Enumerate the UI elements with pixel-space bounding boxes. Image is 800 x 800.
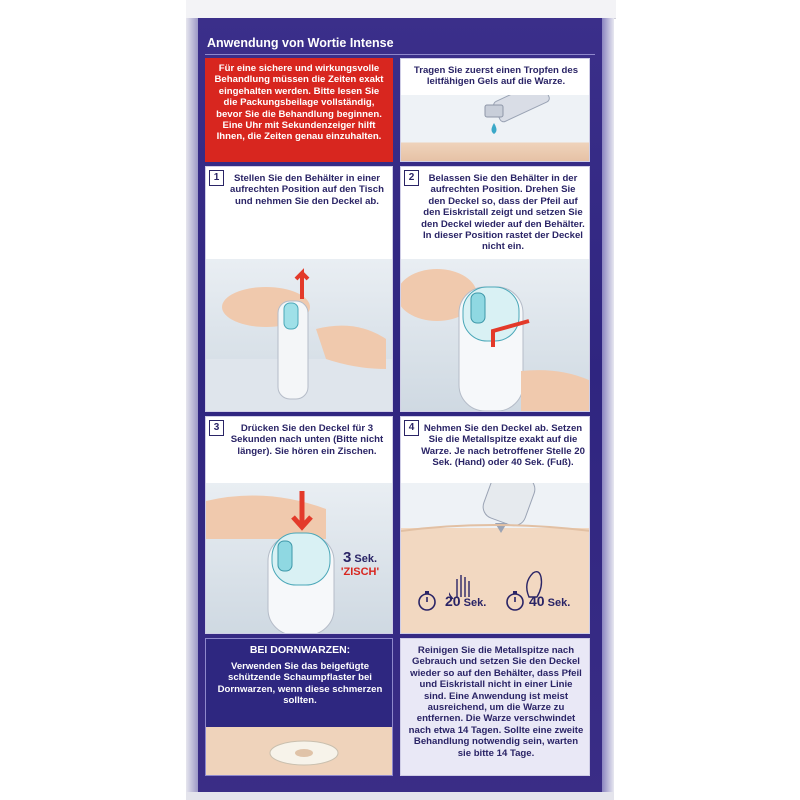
step-3-time: 3 (342, 549, 352, 566)
step-3-sound: 'ZISCH' (340, 566, 380, 578)
warning-panel (205, 58, 393, 162)
hand-time: 20 (445, 593, 461, 609)
box-top-flap (186, 0, 616, 19)
hand-time-unit: Sek. (463, 597, 487, 609)
step-4-number: 4 (404, 420, 419, 436)
cleaning-text: Reinigen Sie die Metallspitze nach Gebrauch und setzen Sie den Deckel wieder so auf den Behälter, dass Pfeil und Eiskristall nicht in einer Linie sind. Eine Anwendung ist meist ausreichend, um die Warze zu entfernen. Die Warze verschwindet nach etwa 14 Tagen. Sollte eine zweite Behandlung notwendig sein, warten sie bitte 14 Tage. (408, 645, 584, 759)
gel-drop-icon (401, 95, 590, 162)
page-title: Anwendung von Wortie Intense (207, 36, 394, 50)
dornwarzen-panel (205, 638, 393, 776)
step-3-unit: Sek. (354, 553, 378, 565)
cleaning-panel (400, 638, 590, 776)
warning-text: Für eine sichere und wirkungsvolle Behandlung müssen die Zeiten exakt eingehalten werden. Bitte lesen Sie die Packungsbeilage vollständig, bevor Sie die Behandlung beginnen. Eine Uhr mit Sekundenzeiger hilft Ihnen, die Zeiten genau einzuhalten. (214, 63, 384, 143)
gel-illustration (401, 95, 589, 161)
step-1-panel (205, 166, 393, 412)
step-2-panel (400, 166, 590, 412)
step-3-time-badge (332, 549, 388, 578)
step-2-number: 2 (404, 170, 419, 186)
cap-rotate-icon (401, 259, 590, 412)
foam-plaster-icon (206, 727, 393, 775)
foot-time: 40 (529, 593, 545, 609)
foot-time-label (529, 593, 570, 609)
stopwatch-icon (415, 589, 445, 613)
box-left-edge (186, 18, 198, 800)
box-right-edge (602, 18, 614, 800)
step-3-text: Drücken Sie den Deckel für 3 Sekunden nach unten (Bitte nicht länger). Sie hören ein Zischen. (230, 423, 384, 457)
step-1-illustration (206, 259, 392, 411)
step-1-text: Stellen Sie den Behälter in einer aufrechten Position auf den Tisch und nehmen Sie den Deckel ab. (230, 173, 384, 207)
step-4-text: Nehmen Sie den Deckel ab. Setzen Sie die Metallspitze exakt auf die Warze. Je nach betroffener Stelle 20 Sek. (Hand) oder 40 Sek. (Fuß). (421, 423, 585, 469)
step-4-panel (400, 416, 590, 634)
container-open-icon (206, 259, 393, 412)
box-bottom-edge (186, 792, 614, 800)
step-3-number: 3 (209, 420, 224, 436)
step-3-panel (205, 416, 393, 634)
gel-step-panel (400, 58, 590, 162)
foam-plaster-image (206, 727, 392, 775)
dornwarzen-heading: BEI DORNWARZEN: (249, 644, 351, 656)
step-2-illustration (401, 259, 589, 411)
title-divider (205, 54, 595, 55)
step-2-text: Belassen Sie den Behälter in der aufrechten Position. Drehen Sie den Deckel so, dass der Pfeil auf den Eiskristall zeigt und setzen Sie den Deckel wieder auf den Behälter. In dieser Position rastet der Deckel nicht ein. (421, 173, 585, 253)
hand-time-label (445, 593, 486, 609)
foot-time-unit: Sek. (547, 597, 571, 609)
step-1-number: 1 (209, 170, 224, 186)
dornwarzen-text: Verwenden Sie das beigefügte schützende Schaumpflaster bei Dornwarzen, wenn diese schmerzen sollten. (217, 661, 383, 707)
gel-step-text: Tragen Sie zuerst einen Tropfen des leitfähigen Gels auf die Warze. (413, 65, 579, 88)
